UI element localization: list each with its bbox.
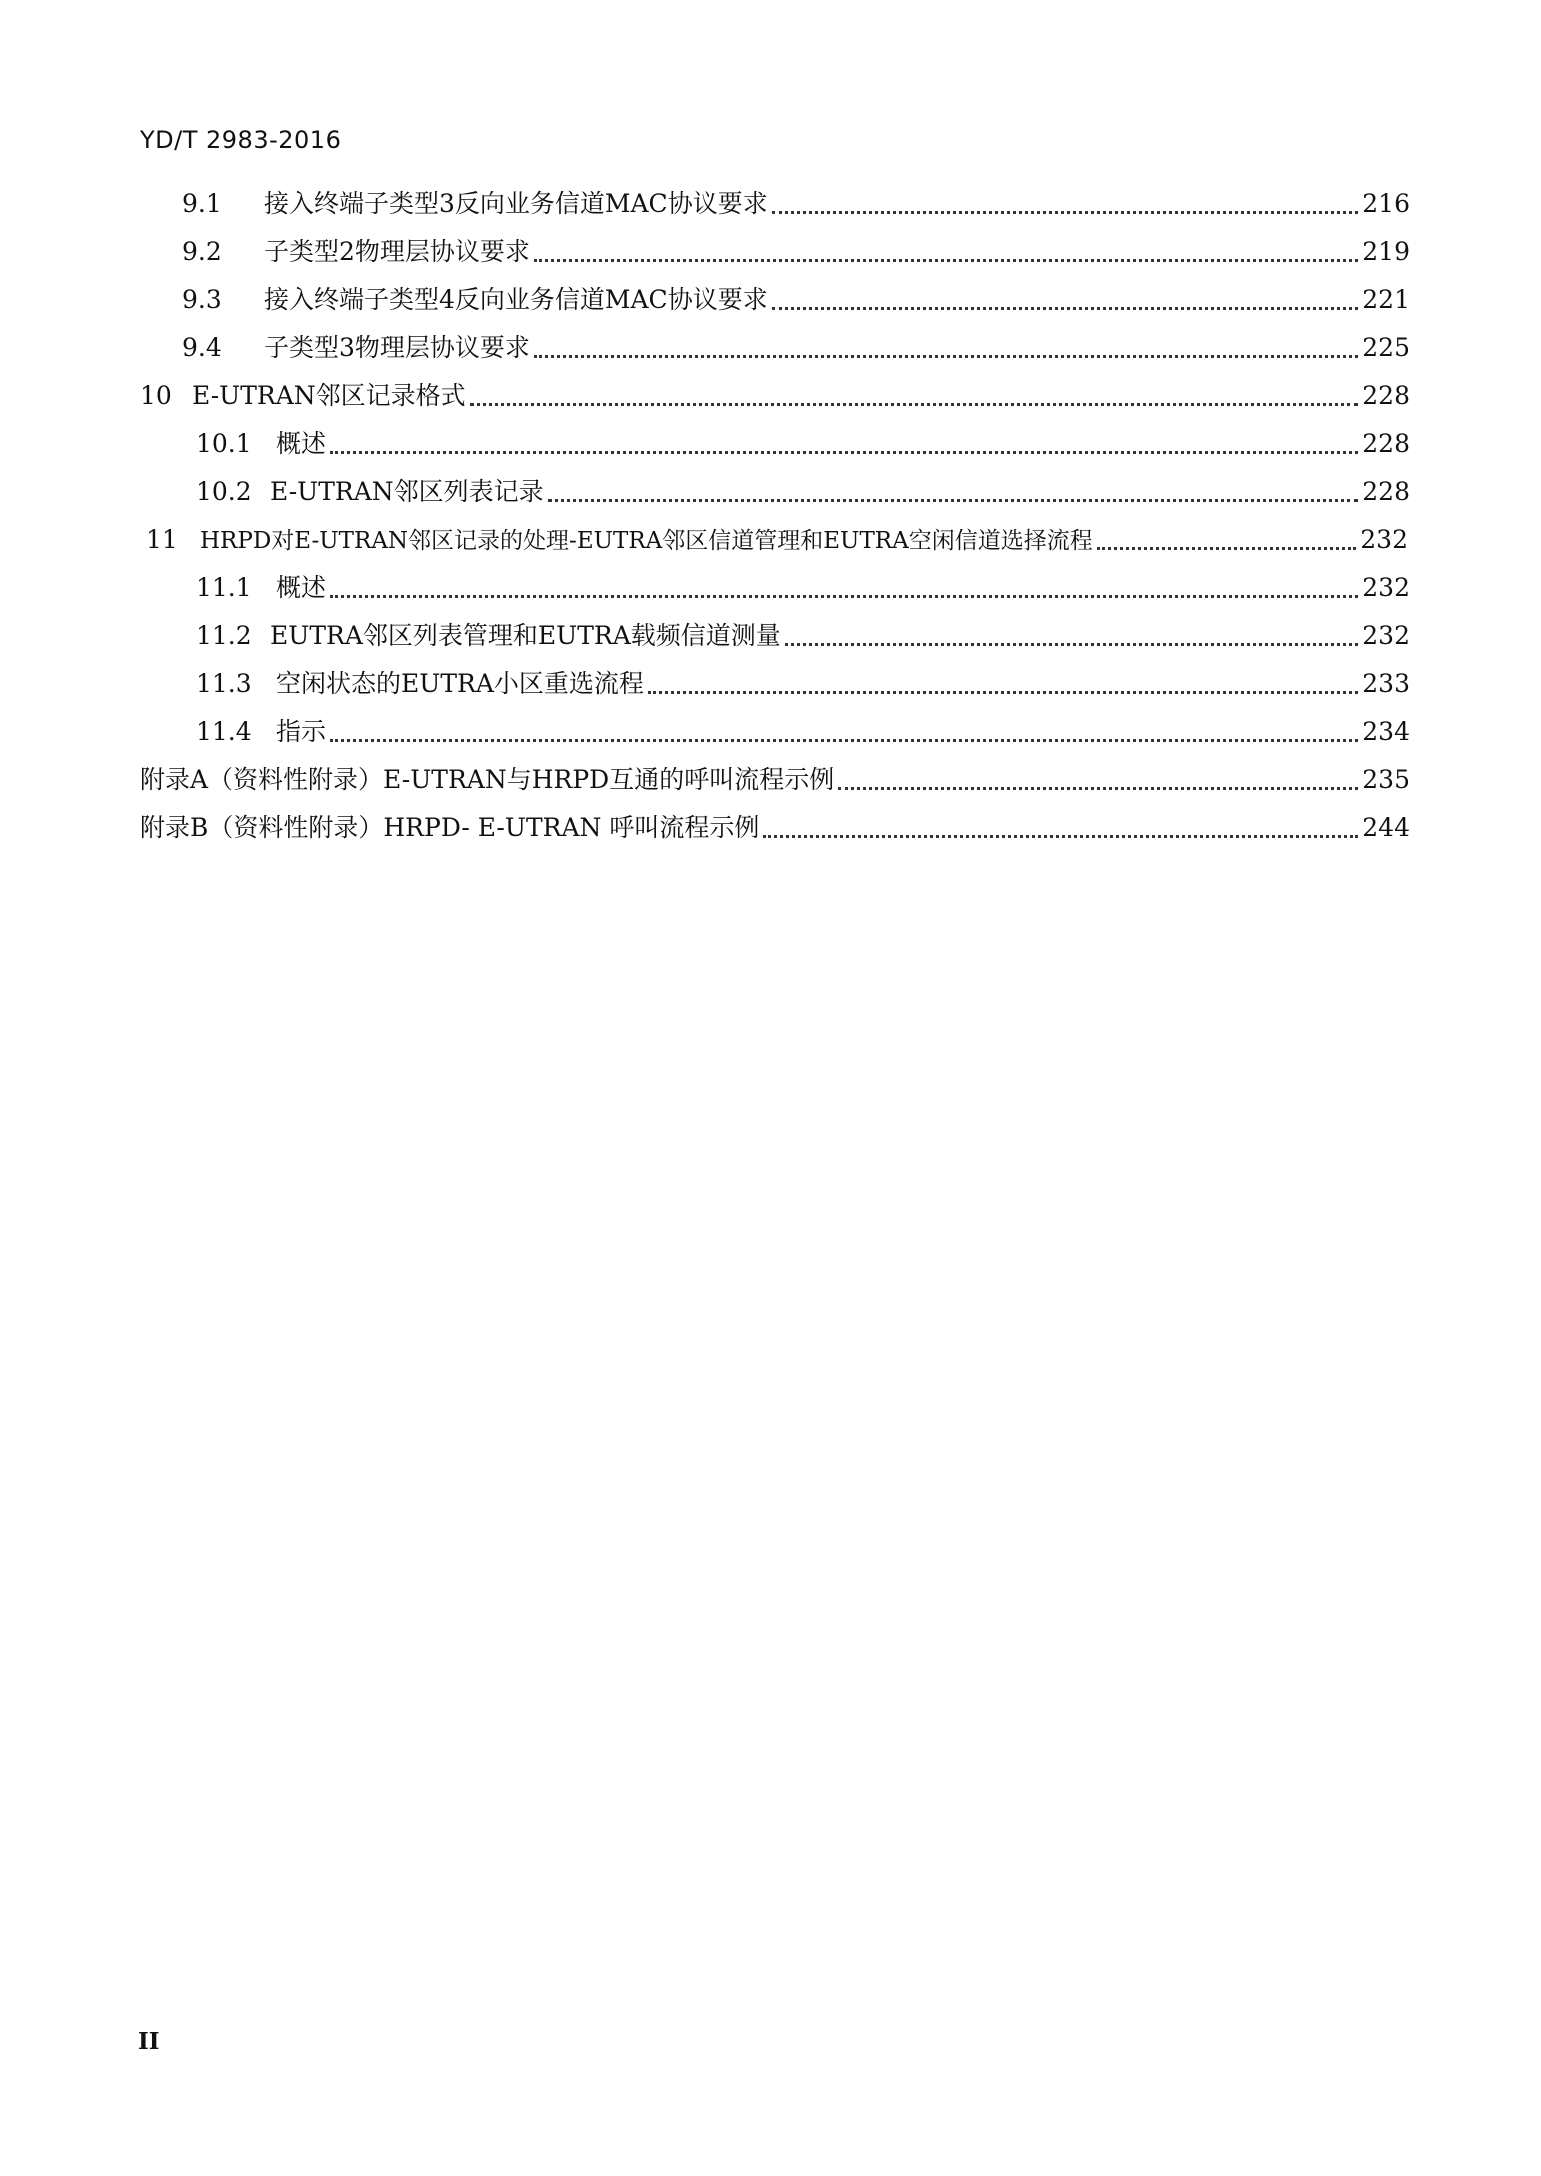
toc-entry-11-3[interactable] — [196, 668, 1410, 700]
toc-entry-number: 11.1 — [196, 573, 252, 602]
toc-entry-9-1[interactable] — [182, 188, 1410, 220]
toc-entry-page: 235 — [1362, 765, 1410, 794]
toc-dot-leader — [763, 835, 1358, 838]
toc-entry-page: 234 — [1362, 717, 1410, 746]
toc-entry-title: E-UTRAN邻区记录格式 — [192, 381, 466, 410]
toc-entry-title: 附录B（资料性附录）HRPD- E-UTRAN 呼叫流程示例 — [140, 813, 760, 842]
toc-dot-leader — [548, 499, 1359, 502]
toc-entry-title: 子类型3物理层协议要求 — [264, 333, 530, 362]
toc-dot-leader — [648, 691, 1358, 694]
document-code-header: YD/T 2983-2016 — [140, 126, 342, 154]
toc-entry-title: 接入终端子类型4反向业务信道MAC协议要求 — [264, 285, 768, 314]
toc-entry-number: 9.4 — [182, 333, 222, 362]
toc-entry-title: 接入终端子类型3反向业务信道MAC协议要求 — [264, 189, 768, 218]
toc-entry-page: 232 — [1362, 573, 1410, 602]
toc-entry-11-1[interactable] — [196, 572, 1410, 604]
toc-entry-page: 232 — [1362, 621, 1410, 650]
toc-entry-number: 9.2 — [182, 237, 222, 266]
toc-entry-page: 228 — [1362, 381, 1410, 410]
toc-entry-page: 232 — [1360, 525, 1408, 554]
toc-entry-page: 244 — [1362, 813, 1410, 842]
toc-dot-leader — [772, 211, 1359, 214]
toc-entry-title: E-UTRAN邻区列表记录 — [270, 477, 544, 506]
toc-entry-page: 228 — [1362, 429, 1410, 458]
toc-entry-title: HRPD对E-UTRAN邻区记录的处理-EUTRA邻区信道管理和EUTRA空闲信道选择流程 — [200, 528, 1093, 554]
toc-entry-appendix-b[interactable] — [140, 812, 1410, 844]
toc-entry-number: 9.3 — [182, 285, 222, 314]
toc-dot-leader — [1097, 547, 1357, 550]
toc-entry-page: 216 — [1362, 189, 1410, 218]
toc-entry-number: 11 — [146, 525, 178, 554]
toc-entry-title: 概述 — [276, 573, 327, 602]
toc-entry-number: 11.2 — [196, 621, 252, 650]
toc-dot-leader — [470, 403, 1359, 406]
toc-dot-leader — [772, 307, 1359, 310]
toc-entry-title: 子类型2物理层协议要求 — [264, 237, 530, 266]
toc-dot-leader — [330, 739, 1358, 742]
toc-entry-title: EUTRA邻区列表管理和EUTRA载频信道测量 — [270, 621, 781, 650]
toc-entry-page: 228 — [1362, 477, 1410, 506]
toc-entry-11[interactable] — [146, 524, 1408, 556]
toc-entry-number: 11.4 — [196, 717, 252, 746]
page-number-footer: II — [138, 2028, 160, 2055]
toc-entry-title: 概述 — [276, 429, 327, 458]
toc-entry-page: 225 — [1362, 333, 1410, 362]
toc-entry-number: 10.1 — [196, 429, 252, 458]
toc-entry-number: 10.2 — [196, 477, 252, 506]
toc-dot-leader — [330, 595, 1358, 598]
toc-entry-9-3[interactable] — [182, 284, 1410, 316]
toc-entry-10-1[interactable] — [196, 428, 1410, 460]
toc-dot-leader — [330, 451, 1358, 454]
toc-entry-11-4[interactable] — [196, 716, 1410, 748]
toc-entry-title: 附录A（资料性附录）E-UTRAN与HRPD互通的呼叫流程示例 — [140, 765, 835, 794]
toc-entry-page: 233 — [1362, 669, 1410, 698]
toc-entry-9-2[interactable] — [182, 236, 1410, 268]
toc-entry-number: 9.1 — [182, 189, 222, 218]
toc-entry-page: 219 — [1362, 237, 1410, 266]
toc-dot-leader — [534, 259, 1358, 262]
toc-entry-number: 11.3 — [196, 669, 252, 698]
toc-entry-title: 空闲状态的EUTRA小区重选流程 — [276, 669, 644, 698]
toc-dot-leader — [838, 787, 1358, 790]
toc-dot-leader — [534, 355, 1358, 358]
toc-entry-title: 指示 — [276, 717, 327, 746]
toc-entry-10-2[interactable] — [196, 476, 1410, 508]
toc-entry-9-4[interactable] — [182, 332, 1410, 364]
toc-entry-page: 221 — [1362, 285, 1410, 314]
toc-dot-leader — [785, 643, 1359, 646]
toc-entry-11-2[interactable] — [196, 620, 1410, 652]
toc-entry-number: 10 — [140, 381, 172, 410]
toc-entry-appendix-a[interactable] — [140, 764, 1410, 796]
toc-entry-10[interactable] — [140, 380, 1410, 412]
